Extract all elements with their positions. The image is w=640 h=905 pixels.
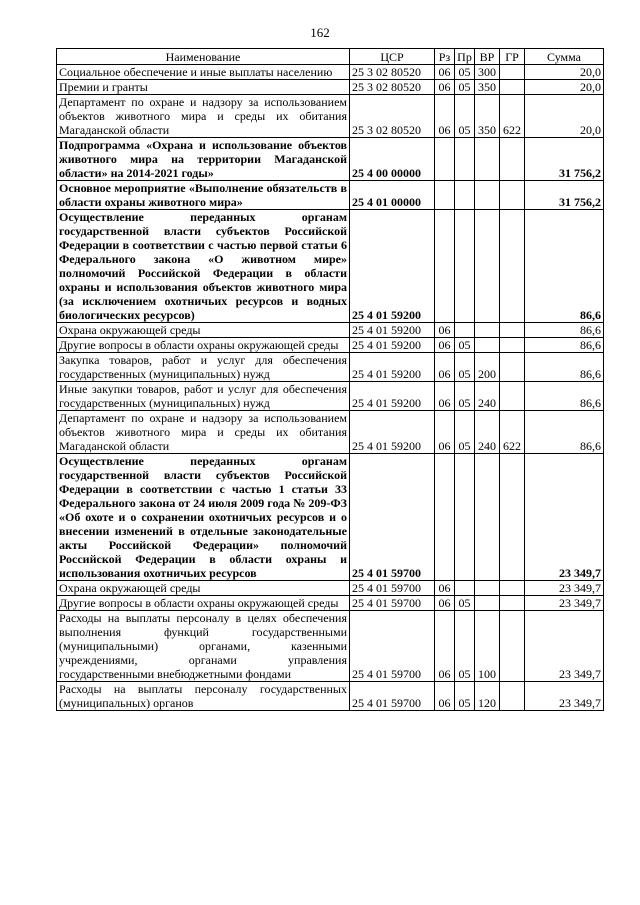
table-row [57, 80, 604, 95]
cell-gr [500, 210, 525, 323]
cell-gr [500, 682, 525, 711]
cell-name: Департамент по охране и надзору за использованием объектов животного мира и среды их обитания Магаданской области [57, 411, 350, 454]
cell-gr [500, 338, 525, 353]
cell-name: Основное мероприятие «Выполнение обязательств в области охраны животного мира» [57, 181, 350, 210]
cell-rz: 06 [435, 353, 455, 382]
cell-pr: 05 [455, 382, 475, 411]
cell-pr: 05 [455, 611, 475, 682]
cell-gr [500, 181, 525, 210]
cell-gr [500, 611, 525, 682]
page-number: 162 [310, 25, 330, 40]
cell-name: Осуществление переданных органам государственной власти субъектов Российской Федерации в соответствии с частью первой статьи 6 Федерального закона «О животном мире» полномочий Российской Федерации в области охраны и использования объектов животного мира (за исключением охотничьих ресурсов и водных биологических ресурсов) [57, 210, 350, 323]
cell-sum: 23 349,7 [525, 596, 604, 611]
cell-sum: 20,0 [525, 95, 604, 138]
cell-sum: 20,0 [525, 65, 604, 80]
table-row [57, 95, 604, 138]
header-vr: ВР [475, 49, 500, 65]
cell-rz: 06 [435, 581, 455, 596]
cell-name: Другие вопросы в области охраны окружающей среды [57, 596, 350, 611]
cell-vr: 240 [475, 411, 500, 454]
header-row [57, 49, 604, 65]
cell-pr [455, 181, 475, 210]
cell-pr: 05 [455, 353, 475, 382]
cell-pr: 05 [455, 65, 475, 80]
cell-rz: 06 [435, 411, 455, 454]
table-row [57, 338, 604, 353]
cell-rz [435, 454, 455, 581]
cell-pr: 05 [455, 682, 475, 711]
cell-sum: 86,6 [525, 338, 604, 353]
cell-vr [475, 323, 500, 338]
budget-table [56, 48, 604, 711]
cell-csr: 25 4 01 59700 [350, 454, 435, 581]
header-pr: Пр [455, 49, 475, 65]
cell-rz [435, 210, 455, 323]
table-row [57, 454, 604, 581]
cell-csr: 25 4 01 59700 [350, 682, 435, 711]
cell-sum: 31 756,2 [525, 138, 604, 181]
cell-csr: 25 4 01 59200 [350, 210, 435, 323]
cell-rz [435, 181, 455, 210]
cell-pr [455, 454, 475, 581]
cell-vr: 240 [475, 382, 500, 411]
cell-gr [500, 581, 525, 596]
cell-vr: 350 [475, 80, 500, 95]
cell-csr: 25 4 01 59700 [350, 611, 435, 682]
cell-csr: 25 4 01 00000 [350, 181, 435, 210]
cell-vr: 300 [475, 65, 500, 80]
table-row [57, 581, 604, 596]
header-gr: ГР [500, 49, 525, 65]
cell-csr: 25 4 01 59700 [350, 581, 435, 596]
cell-vr: 350 [475, 95, 500, 138]
table-row [57, 596, 604, 611]
table-row [57, 353, 604, 382]
cell-sum: 86,6 [525, 323, 604, 338]
table-row [57, 210, 604, 323]
cell-rz: 06 [435, 95, 455, 138]
cell-pr: 05 [455, 80, 475, 95]
table-row [57, 611, 604, 682]
cell-gr: 622 [500, 95, 525, 138]
cell-rz: 06 [435, 323, 455, 338]
table-row [57, 181, 604, 210]
table-row [57, 682, 604, 711]
cell-vr [475, 454, 500, 581]
cell-pr: 05 [455, 95, 475, 138]
cell-sum: 31 756,2 [525, 181, 604, 210]
cell-sum: 23 349,7 [525, 611, 604, 682]
cell-pr [455, 581, 475, 596]
cell-pr [455, 138, 475, 181]
cell-pr [455, 323, 475, 338]
cell-gr [500, 596, 525, 611]
cell-name: Расходы на выплаты персоналу государственных (муниципальных) органов [57, 682, 350, 711]
cell-sum: 23 349,7 [525, 682, 604, 711]
header-name: Наименование [57, 49, 350, 65]
cell-csr: 25 4 01 59200 [350, 382, 435, 411]
cell-sum: 23 349,7 [525, 454, 604, 581]
cell-vr [475, 181, 500, 210]
cell-csr: 25 4 01 59200 [350, 323, 435, 338]
cell-name: Социальное обеспечение и иные выплаты населению [57, 65, 350, 80]
cell-csr: 25 4 01 59200 [350, 338, 435, 353]
cell-rz: 06 [435, 338, 455, 353]
cell-vr: 100 [475, 611, 500, 682]
cell-vr [475, 581, 500, 596]
cell-gr [500, 80, 525, 95]
cell-csr: 25 3 02 80520 [350, 80, 435, 95]
cell-gr [500, 382, 525, 411]
cell-sum: 20,0 [525, 80, 604, 95]
cell-rz [435, 138, 455, 181]
cell-pr: 05 [455, 411, 475, 454]
cell-vr: 200 [475, 353, 500, 382]
table-row [57, 138, 604, 181]
cell-csr: 25 4 01 59700 [350, 596, 435, 611]
cell-vr: 120 [475, 682, 500, 711]
cell-name: Премии и гранты [57, 80, 350, 95]
cell-name: Другие вопросы в области охраны окружающей среды [57, 338, 350, 353]
cell-name: Охрана окружающей среды [57, 323, 350, 338]
cell-rz: 06 [435, 65, 455, 80]
table-body [57, 65, 604, 711]
cell-pr: 05 [455, 338, 475, 353]
cell-rz: 06 [435, 596, 455, 611]
cell-vr [475, 338, 500, 353]
cell-rz: 06 [435, 611, 455, 682]
cell-gr [500, 138, 525, 181]
cell-vr [475, 596, 500, 611]
cell-csr: 25 3 02 80520 [350, 95, 435, 138]
cell-name: Иные закупки товаров, работ и услуг для обеспечения государственных (муниципальных) нужд [57, 382, 350, 411]
cell-vr [475, 138, 500, 181]
cell-sum: 86,6 [525, 353, 604, 382]
cell-sum: 86,6 [525, 411, 604, 454]
cell-csr: 25 3 02 80520 [350, 65, 435, 80]
cell-gr [500, 65, 525, 80]
cell-gr [500, 323, 525, 338]
cell-name: Департамент по охране и надзору за использованием объектов животного мира и среды их обитания Магаданской области [57, 95, 350, 138]
table-row [57, 323, 604, 338]
cell-name: Расходы на выплаты персоналу в целях обеспечения выполнения функций государственными (муниципальными) органами, казенными учреждениями, органами управления государственными внебюджетными фондами [57, 611, 350, 682]
header-rz: Рз [435, 49, 455, 65]
cell-sum: 23 349,7 [525, 581, 604, 596]
cell-name: Закупка товаров, работ и услуг для обеспечения государственных (муниципальных) нужд [57, 353, 350, 382]
cell-vr [475, 210, 500, 323]
table-row [57, 411, 604, 454]
cell-pr: 05 [455, 596, 475, 611]
table-row [57, 65, 604, 80]
cell-name: Осуществление переданных органам государственной власти субъектов Российской Федерации в соответствии с частью 1 статьи 33 Федерального закона от 24 июля 2009 года № 209-ФЗ «Об охоте и о сохранении охотничьих ресурсов и о внесении изменений в отдельные законодательные акты Российской Федерации» полномочий Российской Федерации в области охраны и использования охотничьих ресурсов [57, 454, 350, 581]
cell-pr [455, 210, 475, 323]
cell-csr: 25 4 01 59200 [350, 411, 435, 454]
cell-rz: 06 [435, 80, 455, 95]
cell-gr: 622 [500, 411, 525, 454]
cell-gr [500, 454, 525, 581]
cell-sum: 86,6 [525, 382, 604, 411]
cell-name: Подпрограмма «Охрана и использование объектов животного мира на территории Магаданской области» на 2014-2021 годы» [57, 138, 350, 181]
header-csr: ЦСР [350, 49, 435, 65]
cell-gr [500, 353, 525, 382]
cell-csr: 25 4 01 59200 [350, 353, 435, 382]
cell-rz: 06 [435, 382, 455, 411]
cell-name: Охрана окружающей среды [57, 581, 350, 596]
cell-rz: 06 [435, 682, 455, 711]
header-sum: Сумма [525, 49, 604, 65]
table-row [57, 382, 604, 411]
cell-sum: 86,6 [525, 210, 604, 323]
cell-csr: 25 4 00 00000 [350, 138, 435, 181]
